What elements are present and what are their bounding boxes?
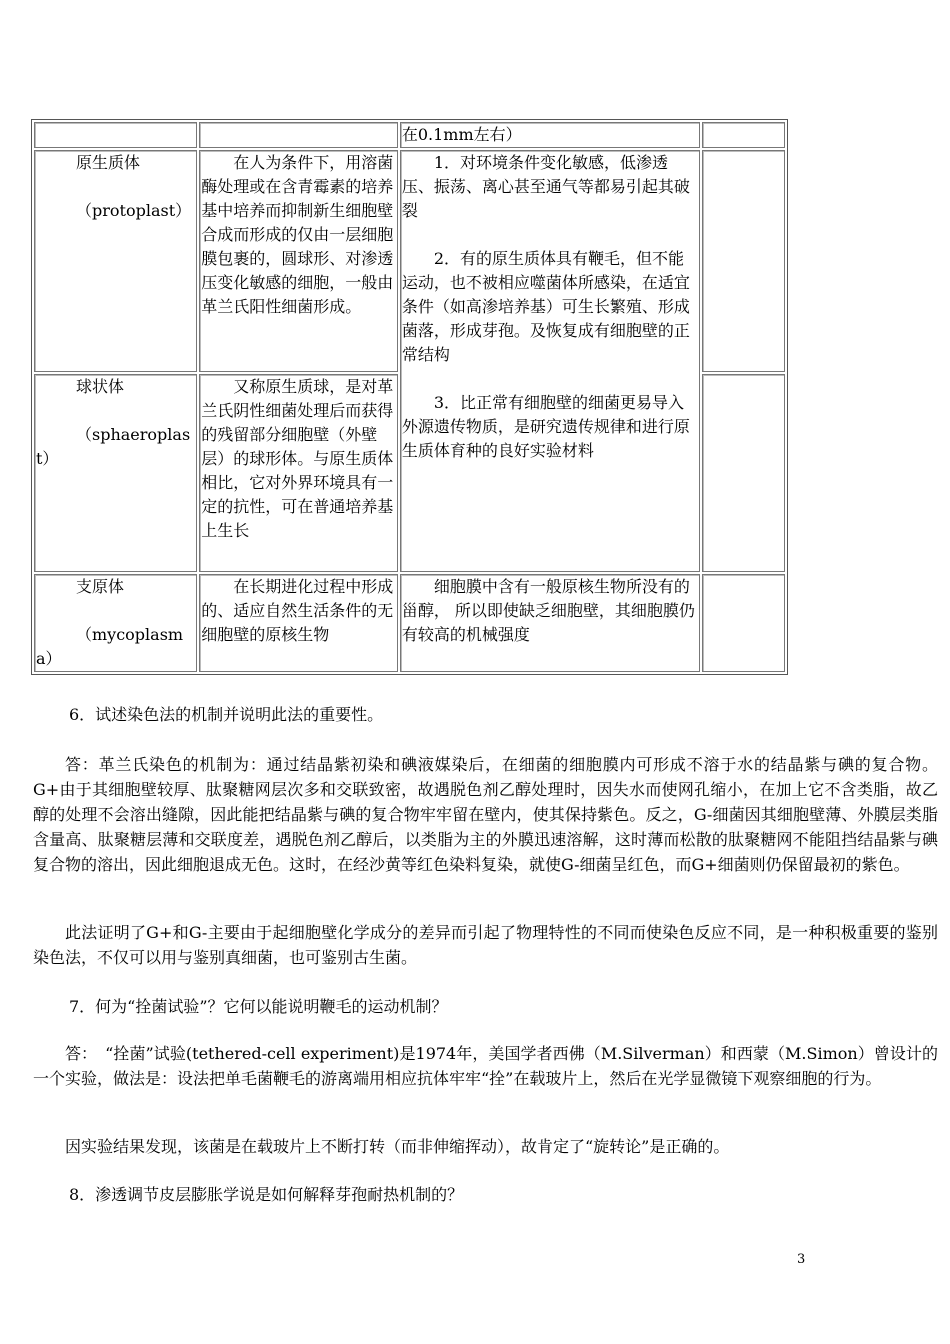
table-cell [199,122,398,148]
table-cell [702,122,785,148]
term-latin: （sphaeroplast） [36,425,191,468]
term-latin: （protoplast） [76,201,192,220]
table-cell-description: 又称原生质球，是对革兰氏阴性细菌处理后而获得的残留部分细胞壁（外壁层）的球形体。与原生质体相比，它对外界环境具有一定的抗性，可在普通培养基上生长 [199,374,398,572]
question-8: 8．渗透调节皮层膨胀学说是如何解释芽孢耐热机制的？ [69,1185,464,1204]
answer-6-paragraph-1: 答：革兰氏染色的机制为：通过结晶紫初染和碘液媒染后，在细菌的细胞膜内可形成不溶于水的结晶紫与碘的复合物。G+由于其细胞壁较厚、肽聚糖网层次多和交联致密，故遇脱色剂乙醇处理时，因失水而使网孔缩小，在加上它不含类脂，故乙醇的处理不会溶出缝隙，因此能把结晶紫与碘的复合物牢牢留在壁内，使其保持紫色。反之，G-细菌因其细胞壁薄、外膜层类脂含量高、肽聚糖层薄和交联度差，遇脱色剂乙醇后，以类脂为主的外膜迅速溶解，这时薄而松散的肽聚糖网不能阻挡结晶紫与碘复合物的溶出，因此细胞退成无色。这时，在经沙黄等红色染料复染，就使G-细菌呈红色，而G+细菌则仍保留最初的紫色。 [33,755,938,874]
term-latin: （mycoplasma） [36,625,184,668]
question-6: 6．试述染色法的机制并说明此法的重要性。 [69,705,384,724]
table-row [34,122,785,148]
answer-6-paragraph-2: 此法证明了G+和G-主要由于起细胞壁化学成分的差异而引起了物理特性的不同而使染色反应不同，是一种积极重要的鉴别染色法，不仅可以用与鉴别真细菌，也可鉴别古生菌。 [33,923,938,967]
table-cell-name [34,574,197,672]
table-cell-name [34,374,197,572]
feature-paragraph: 2．有的原生质体具有鞭毛，但不能运动，也不被相应噬菌体所感染，在适宜条件（如高渗培养基）可生长繁殖、形成菌落，形成芽孢。及恢复成有细胞壁的正常结构 [401,249,690,364]
table-cell [702,374,785,572]
table-cell-shared-features [400,150,700,572]
table-row [34,574,785,672]
term-name: 原生质体 [76,153,141,172]
cell-wall-deficient-table [31,119,788,675]
feature-paragraph: 1．对环境条件变化敏感，低渗透压、振荡、离心甚至通气等都易引起其破裂 [401,153,690,220]
table-cell-description: 在人为条件下，用溶菌酶处理或在含青霉素的培养基中培养而抑制新生细胞壁合成而形成的仅由一层细胞膜包裹的，圆球形、对渗透压变化敏感的细胞，一般由革兰氏阳性细菌形成。 [199,150,398,372]
answer-7-paragraph-2: 因实验结果发现，该菌是在载玻片上不断打转（而非伸缩挥动），故肯定了“旋转论”是正确的。 [65,1137,730,1156]
table-cell-name [34,150,197,372]
table-cell [702,574,785,672]
table-cell-feature: 细胞膜中含有一般原核生物所没有的甾醇， 所以即使缺乏细胞壁，其细胞膜仍有较高的机械强度 [400,574,700,672]
page-number: 3 [797,1252,806,1267]
table-cell [702,150,785,372]
table-cell [34,122,197,148]
term-name: 球状体 [76,377,125,396]
question-7: 7．何为“拴菌试验”？它何以能说明鞭毛的运动机制？ [69,997,448,1016]
table-row [34,150,785,372]
table-cell-description: 在长期进化过程中形成的、适应自然生活条件的无细胞壁的原核生物 [199,574,398,672]
answer-7-paragraph-1: 答： “拴菌”试验(tethered-cell experiment)是1974年，美国学者西佛（M.Silverman）和西蒙（M.Simon）曾设计的一个实验，做法是：设法把单毛菌鞭毛的游离端用相应抗体牢牢“拴”在载玻片上，然后在光学显微镜下观察细胞的行为。 [33,1044,938,1088]
table-cell: 在0.1mm左右） [400,122,700,148]
feature-paragraph: 3．比正常有细胞壁的细菌更易导入外源遗传物质，是研究遗传规律和进行原生质体育种的良好实验材料 [401,393,690,460]
term-name: 支原体 [76,577,125,596]
